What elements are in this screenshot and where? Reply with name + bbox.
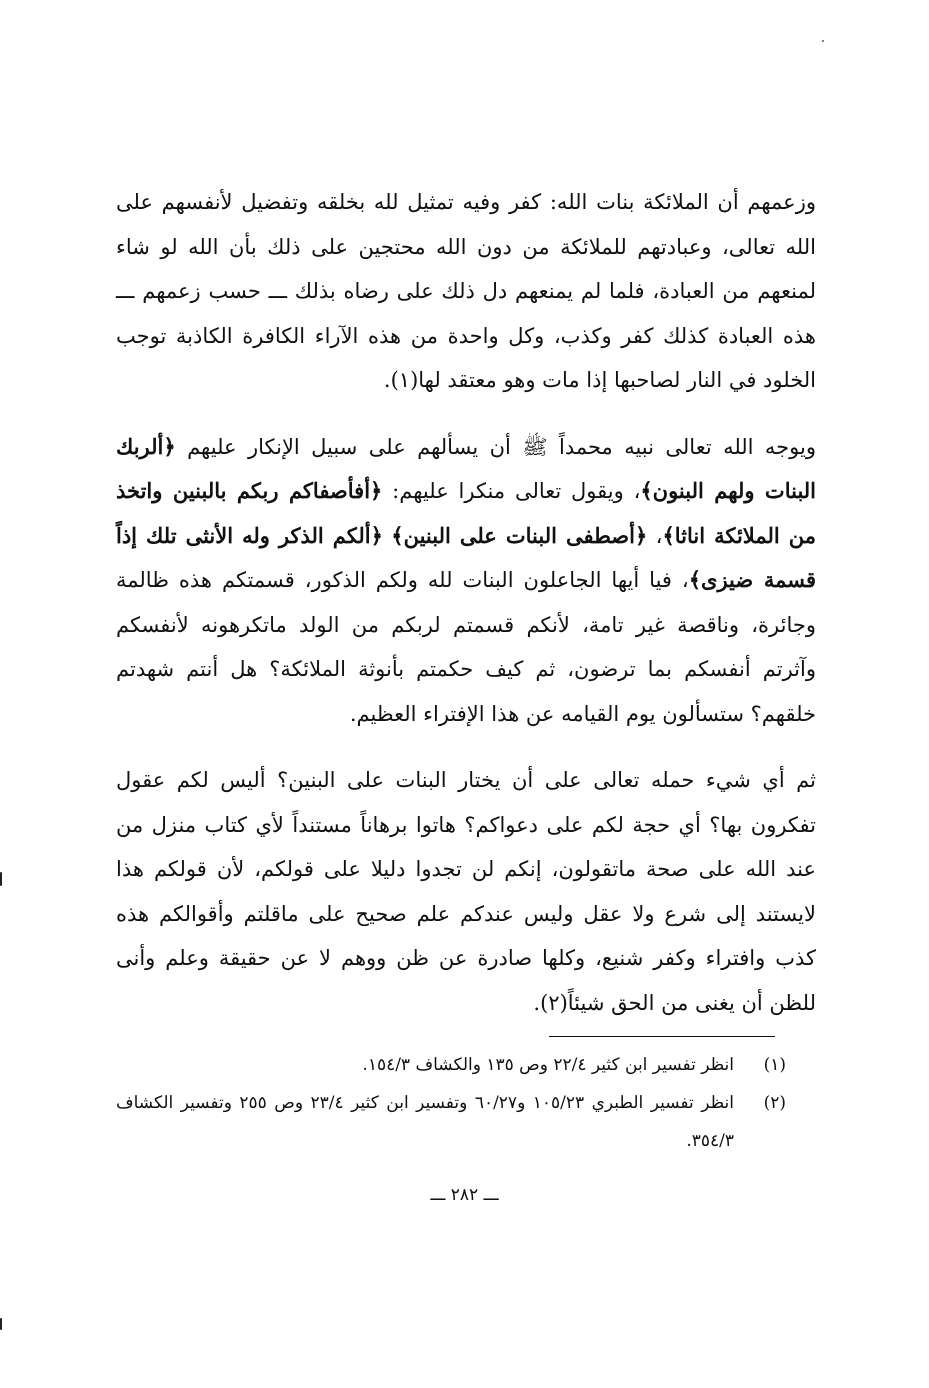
paragraph-2 — [116, 425, 816, 737]
footnote-2-text: انظر تفسير الطبري ١٠٥/٢٣ و٦٠/٢٧ وتفسير ابن كثير ٢٣/٤ وص ٢٥٥ وتفسير الكشاف ٣٥٤/٣. — [116, 1093, 734, 1151]
footnotes — [116, 1046, 786, 1160]
paragraph-1 — [116, 180, 816, 403]
quran-verse-2: ﴿أفأصفاكم ربكم بالبنين واتخذ من الملائكة اناثا﴾ — [116, 478, 816, 548]
scan-edge-mark — [0, 1318, 2, 1330]
paragraph-3 — [116, 758, 816, 1025]
footnote-1-text: انظر تفسير ابن كثير ٢٢/٤ وص ١٣٥ والكشاف ١٥٤/٣. — [362, 1055, 734, 1075]
paragraph-2-connector-2: ، — [647, 523, 663, 548]
paragraph-1-text: وزعمهم أن الملائكة بنات الله: كفر وفيه تمثيل لله بخلقه وتفضيل لأنفسهم على الله تعالى، وعبادتهم للملائكة من دون الله محتجين على ذلك بأن الله لو شاء لمنعهم من العبادة، فلما لم يمنعهم دل ذلك على رضاه بذلك ـــ حسب زعمهم ـــ هذه العبادة كذلك كفر وكذب، وكل واحدة من هذه الآراء الكافرة الكاذبة توجب الخلود في النار لصاحبها إذا مات وهو معتقد لها(١). — [116, 190, 816, 392]
paragraph-2-intro: ويوجه الله تعالى نبيه محمداً ﷺ أن يسألهم على سبيل الإنكار عليهم — [175, 434, 816, 459]
scan-edge-mark — [0, 872, 2, 886]
footnote-divider — [549, 1036, 775, 1037]
paragraph-2-connector-1: ، ويقول تعالى منكرا عليهم: — [382, 479, 641, 503]
quran-verse-4: ﴿ألكم الذكر وله الأنثى تلك إذاً قسمة ضيزى﴾ — [116, 522, 817, 592]
quran-verse-1: ﴿ألربك البنات ولهم البنون﴾ — [116, 433, 817, 503]
paragraph-2-rest: ، فيا أيها الجاعلون البنات لله ولكم الذكور، قسمتكم هذه ظالمة وجائرة، وناقصة غير تامة، لأنكم قسمتم لربكم من الولد ماتكرهونه لأنفسكم وآثرتم أنفسكم بما ترضون، ثم كيف حكمتم بأنوثة الملائكة؟ هل أنتم شهدتم خلقهم؟ ستسألون يوم القيامه عن هذا الإفتراء العظيم. — [116, 568, 816, 726]
page-number: ـــ ٢٨٢ ـــ — [430, 1185, 499, 1205]
quran-verse-3: ﴿أصطفى البنات على البنين﴾ — [391, 522, 648, 548]
footnote-2-number: (٢) — [763, 1093, 786, 1113]
paragraph-3-text: ثم أي شيء حمله تعالى على أن يختار البنات على البنين؟ أليس لكم عقول تفكرون بها؟ أي حجة لكم على دعواكم؟ هاتوا برهاناً مستنداً لأي كتاب منزل من عند الله على صحة ماتقولون، إنكم لن تجدوا دليلا على قولكم، لأن قولكم هذا لايستند إلى شرع ولا عقل وليس عندكم علم صحيح على ماقلتم وأقوالكم هذه كذب وافتراء وكفر شنيع، وكلها صادرة عن ظن ووهم لا عن حقيقة وعلم وأنى للظن أن يغنى من الحق شيئاً(٢). — [116, 768, 816, 1015]
body-text — [116, 180, 816, 1047]
footnote-2 — [116, 1084, 786, 1160]
footnote-1 — [116, 1046, 786, 1084]
scan-speck — [822, 40, 824, 42]
footnote-1-number: (١) — [763, 1055, 786, 1075]
